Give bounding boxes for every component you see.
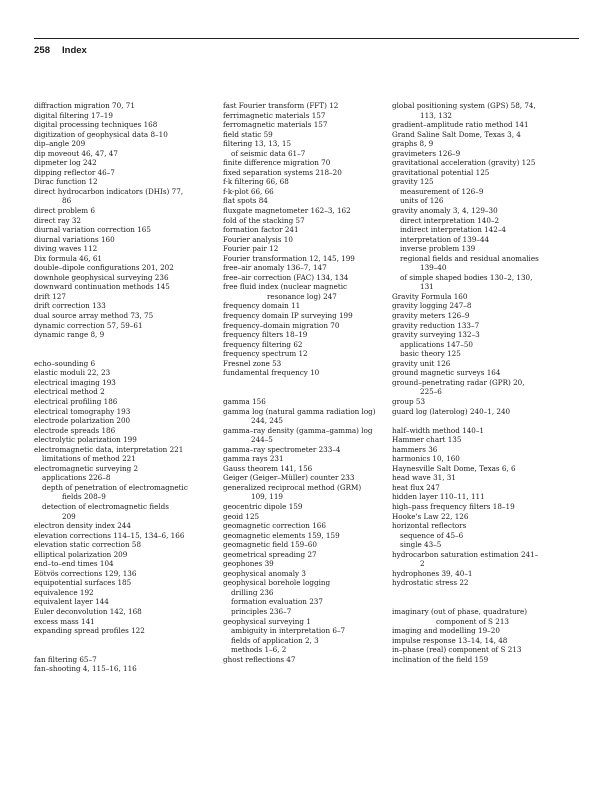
index-entry: geomagnetic correction 166 [223,521,326,531]
section-title: Index [62,45,87,56]
index-entry: 131 [420,282,434,292]
index-entry: formation factor 241 [223,225,299,235]
index-entry: sequence of 45–6 [400,530,464,540]
index-entry: hydrocarbon saturation estimation 241– [392,549,539,559]
index-entry: hidden layer 110–11, 111 [392,492,485,502]
index-entry: drilling 236 [231,587,274,597]
index-entry: gravity surveying 132–3 [392,330,480,340]
index-entry: geophones 39 [223,559,274,569]
index-entry: Gauss theorem 141, 156 [223,463,313,473]
index-entry: gamma rays 231 [223,454,284,464]
index-entry: inclination of the field 159 [392,654,489,664]
index-entry: geophysical surveying 1 [223,616,311,626]
index-entry: global positioning system (GPS) 58, 74, [392,101,536,110]
index-gap [392,597,570,607]
index-entry: gradient–amplitude ratio method 141 [392,120,529,130]
index-entry: 225–6 [420,387,442,397]
index-entry: gamma 156 [223,396,266,406]
index-entry: 2 [420,559,425,569]
index-entry: frequency filters 18–19 [223,330,308,340]
index-entry: free–air correction (FAC) 134, 134 [223,272,349,282]
index-entry: geocentric dipole 159 [223,501,303,511]
index-entry: Grand Saline Salt Dome, Texas 3, 4 [392,129,521,139]
index-entry: equivalence 192 [34,587,94,597]
index-entry: downhole geophysical surveying 236 [34,272,169,282]
index-entry: flat spots 84 [223,196,268,206]
index-entry: fold of the stacking 57 [223,215,305,225]
index-entry: gamma log (natural gamma radiation log) [223,406,376,416]
index-gap [34,645,212,655]
index-entry: 109, 119 [251,492,284,502]
index-entry: ghost reflections 47 [223,654,296,664]
index-entry: double–dipole configurations 201, 202 [34,263,174,273]
index-entry: units of 126 [400,196,444,206]
index-entry: group 53 [392,396,426,406]
index-entry: finite difference migration 70 [223,158,331,168]
index-entry: harmonics 10, 160 [392,454,460,464]
index-entry: free fluid index (nuclear magnetic [223,282,348,292]
index-entry: expanding spread profiles 122 [34,626,145,636]
index-entry: downward continuation methods 145 [34,282,170,292]
index-entry: diffraction migration 70, 71 [34,101,135,110]
index-entry: geomagnetic elements 159, 159 [223,530,340,540]
index-entry: ambiguity in interpretation 6–7 [231,626,346,636]
index-entry: electrical tomography 193 [34,406,131,416]
index-entry: f-k-plot 66, 66 [223,186,274,196]
index-entry: geophysical borehole logging [223,578,331,588]
index-entry: depth of penetration of electromagnetic [42,482,188,492]
index-entry: guard log (laterolog) 240–1, 240 [392,406,511,416]
index-entry: electrical method 2 [34,387,105,397]
index-entry: Fresnel zone 53 [223,358,282,368]
index-entry: fields 208–9 [62,492,106,502]
index-entry: Haynesville Salt Dome, Texas 6, 6 [392,463,516,473]
index-gap [34,340,212,350]
index-entry: drift correction 133 [34,301,106,311]
index-entry: ferromagnetic materials 157 [223,120,328,130]
index-entry: digital processing techniques 168 [34,120,158,130]
index-entry: gamma–ray spectrometer 233–4 [223,444,341,454]
index-entry: gravitational acceleration (gravity) 125 [392,158,536,168]
index-entry: electrical imaging 193 [34,377,116,387]
index-gap [392,416,570,426]
index-entry: fundamental frequency 10 [223,368,320,378]
index-entry: dual source array method 73, 75 [34,311,154,321]
index-entry: diurnal variations 160 [34,234,115,244]
index-entry: free–air anomaly 136–7, 147 [223,263,327,273]
index-entry: graphs 8, 9 [392,139,434,149]
index-entry: geoid 125 [223,511,260,521]
index-entry: electromagnetic data, interpretation 221 [34,444,184,454]
index-entry: elevation static correction 58 [34,540,142,550]
index-entry: interpretation of 139–44 [400,234,490,244]
index-entry: formation evaluation 237 [231,597,323,607]
index-entry: gamma–ray density (gamma–gamma) log [223,425,373,435]
index-entry: inverse problem 139 [400,244,476,254]
index-entry: Hammer chart 135 [392,435,462,445]
index-entry: field static 59 [223,129,273,139]
index-entry: regional fields and residual anomalies [400,253,539,263]
index-entry: impulse response 13–14, 14, 48 [392,635,508,645]
index-entry: gravity meters 126–9 [392,311,470,321]
index-entry: fast Fourier transform (FFT) 12 [223,101,339,110]
index-entry: single 43–5 [400,540,442,550]
index-entry: geophysical anomaly 3 [223,568,306,578]
index-entry: basic theory 125 [400,349,461,359]
index-entry: head wave 31, 31 [392,473,456,483]
index-entry: detection of electromagnetic fields [42,501,169,511]
index-entry: 113, 132 [420,110,453,120]
index-entry: drift 127 [34,291,66,301]
index-entry: imaging and modelling 19–20 [392,626,500,636]
index-column-2 [223,101,401,664]
index-entry: gravity 125 [392,177,434,187]
index-entry: Gravity Formula 160 [392,291,468,301]
index-entry: gravity logging 247–8 [392,301,472,311]
index-entry: heat flux 247 [392,482,440,492]
index-entry: methods 1–6, 2 [231,645,287,655]
index-entry: frequency spectrum 12 [223,349,308,359]
index-entry: fan filtering 65–7 [34,654,97,664]
index-entry: dynamic range 8, 9 [34,330,105,340]
index-entry: gravity unit 126 [392,358,451,368]
index-entry: echo–sounding 6 [34,358,96,368]
index-entry: elliptical polarization 209 [34,549,128,559]
index-entry: applications 226–8 [42,473,111,483]
index-entry: generalized reciprocal method (GRM) [223,482,362,492]
index-entry: indirect interpretation 142–4 [400,225,506,235]
index-entry: electrode polarization 200 [34,416,131,426]
index-entry: gravity reduction 133–7 [392,320,480,330]
index-entry: end–to–end times 104 [34,559,114,569]
index-entry: Geiger (Geiger–Müller) counter 233 [223,473,355,483]
index-entry: dip moveout 46, 47, 47 [34,148,118,158]
index-entry: Euler deconvolution 142, 168 [34,606,142,616]
index-entry: 244–5 [251,435,273,445]
index-gap [392,588,570,598]
index-entry: filtering 13, 13, 15 [223,139,292,149]
index-entry: direct ray 32 [34,215,81,225]
index-entry: diving waves 112 [34,244,98,254]
index-entry: electromagnetic surveying 2 [34,463,139,473]
index-entry: frequency filtering 62 [223,339,303,349]
index-entry: measurement of 126–9 [400,186,484,196]
index-entry: dipping reflector 46–7 [34,167,115,177]
index-entry: frequency domain IP surveying 199 [223,311,353,321]
index-entry: fields of application 2, 3 [231,635,319,645]
index-entry: diurnal variation correction 165 [34,225,151,235]
index-column-1 [34,101,212,674]
index-entry: elevation corrections 114–15, 134–6, 166 [34,530,185,540]
index-entry: frequency domain 11 [223,301,301,311]
index-entry: ferrimagnetic materials 157 [223,110,326,120]
index-entry: gravitational potential 125 [392,167,490,177]
index-entry: dynamic correction 57, 59–61 [34,320,143,330]
index-entry: hammers 36 [392,444,438,454]
index-entry: of seismic data 61–7 [231,148,306,158]
index-gap [34,349,212,359]
index-entry: in–phase (real) component of S 213 [392,645,522,655]
index-gap [223,387,401,397]
index-entry: gravimeters 126–9 [392,148,461,158]
index-entry: electrical profiling 186 [34,396,118,406]
index-entry: direct interpretation 140–2 [400,215,500,225]
index-entry: of simple shaped bodies 130–2, 130, [400,272,533,282]
index-entry: Dix formula 46, 61 [34,253,102,263]
index-entry: dip–angle 209 [34,139,86,149]
index-entry: fan–shooting 4, 115–16, 116 [34,664,137,674]
index-entry: ground magnetic surveys 164 [392,368,501,378]
index-entry: f-k filtering 66, 68 [223,177,289,187]
index-entry: digitization of geophysical data 8–10 [34,129,168,139]
index-entry: Eötvös corrections 129, 136 [34,568,137,578]
index-entry: component of S 213 [436,616,509,626]
index-entry: fluxgate magnetometer 162–3, 162 [223,206,351,216]
index-entry: 139–40 [420,263,447,273]
index-entry: half–width method 140–1 [392,425,485,435]
index-entry: hydrophones 39, 40–1 [392,568,473,578]
index-entry: horizontal reflectors [392,521,467,531]
index-entry: Fourier transformation 12, 145, 199 [223,253,355,263]
index-entry: excess mass 141 [34,616,95,626]
index-entry: applications 147–50 [400,339,473,349]
index-entry: electron density index 244 [34,521,131,531]
index-entry: 209 [62,511,76,521]
index-entry: equivalent layer 144 [34,597,109,607]
page-number: 258 [34,45,51,56]
index-entry: fixed separation systems 218–20 [223,167,342,177]
index-entry: dipmeter log 242 [34,158,97,168]
index-entry: Dirac function 12 [34,177,98,187]
index-entry: direct hydrocarbon indicators (DHIs) 77, [34,186,184,196]
index-entry: hydrostatic stress 22 [392,578,469,588]
index-entry: equipotential surfaces 185 [34,578,132,588]
index-entry: Fourier pair 12 [223,244,279,254]
index-entry: digital filtering 17–19 [34,110,113,120]
index-entry: geomagnetic field 159–60 [223,540,317,550]
index-entry: frequency–domain migration 70 [223,320,340,330]
index-entry: 244, 245 [251,416,284,426]
index-entry: Hooke's Law 22, 126 [392,511,469,521]
index-entry: ground–penetrating radar (GPR) 20, [392,377,525,387]
index-gap [223,378,401,388]
index-entry: gravity anomaly 3, 4, 129–30 [392,206,498,216]
index-entry: 86 [62,196,72,206]
index-entry: high–pass frequency filters 18–19 [392,501,515,511]
index-entry: geometrical spreading 27 [223,549,317,559]
index-entry: Fourier analysis 10 [223,234,293,244]
index-entry: limitations of method 221 [42,454,136,464]
index-entry: electrolytic polarization 199 [34,435,137,445]
index-entry: direct problem 6 [34,206,95,216]
index-column-3 [392,101,570,664]
page-header [34,38,579,67]
index-entry: principles 236–7 [231,606,292,616]
index-entry: resonance log) 247 [267,291,337,301]
index-entry: electrode spreads 186 [34,425,116,435]
index-gap [34,636,212,646]
index-entry: elastic moduli 22, 23 [34,368,111,378]
index-entry: imaginary (out of phase, quadrature) [392,606,528,616]
